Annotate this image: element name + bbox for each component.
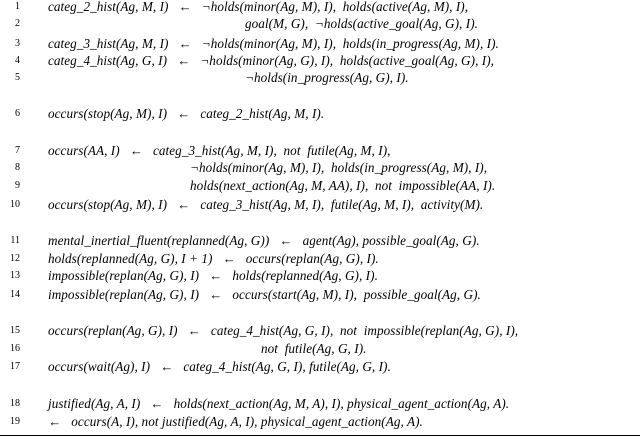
rule-text: occurs(replan(Ag, G), I) ← categ_4_hist(Ag, G, I), not impossible(replan(Ag, G), I), [48, 323, 519, 338]
line-number: 6 [15, 108, 20, 119]
line-number: 8 [15, 162, 20, 173]
line-number: 14 [10, 289, 20, 300]
rule-line-1 [0, 0, 640, 16]
line-number: 4 [15, 55, 20, 66]
line-number: 3 [15, 38, 20, 49]
rule-text: holds(replanned(Ag, G), I + 1) ← occurs(replan(Ag, G), I). [48, 251, 379, 266]
rule-line-8 [0, 159, 640, 177]
rule-text: mental_inertial_fluent(replanned(Ag, G)) ← agent(Ag), possible_goal(Ag, G). [48, 233, 480, 248]
rule-line-14 [0, 286, 640, 304]
rule-line-19 [0, 413, 640, 431]
rule-text: occurs(stop(Ag, M), I) ← categ_3_hist(Ag, M, I), futile(Ag, M, I), activity(M). [48, 197, 484, 212]
rule-line-5 [0, 69, 640, 87]
rule-text: impossible(replan(Ag, G), I) ← holds(replanned(Ag, G), I). [48, 268, 378, 283]
rule-line-6 [0, 105, 640, 123]
rule-text: impossible(replan(Ag, G), I) ← occurs(start(Ag, M), I), possible_goal(Ag, G). [48, 287, 481, 302]
rule-text: categ_2_hist(Ag, M, I) ← ¬holds(minor(Ag, M), I), holds(active(Ag, M), I), [48, 0, 469, 14]
bottom-rule [0, 435, 640, 436]
line-number: 12 [10, 253, 20, 264]
line-number: 9 [15, 180, 20, 191]
line-number: 17 [10, 361, 20, 372]
line-number: 19 [10, 416, 20, 427]
rule-line-2 [0, 15, 640, 33]
line-number: 16 [10, 343, 20, 354]
line-number: 7 [15, 145, 20, 156]
rule-line-15 [0, 322, 640, 340]
line-number: 5 [15, 72, 20, 83]
rule-text: occurs(AA, I) ← categ_3_hist(Ag, M, I), not futile(Ag, M, I), [48, 143, 391, 158]
rule-line-4 [0, 52, 640, 70]
rule-line-7 [0, 142, 640, 160]
line-number: 15 [10, 325, 20, 336]
rule-text: categ_3_hist(Ag, M, I) ← ¬holds(minor(Ag, M), I), holds(in_progress(Ag, M), I). [48, 36, 499, 51]
rule-line-11 [0, 232, 640, 250]
line-number: 2 [15, 18, 20, 29]
line-number: 1 [15, 1, 20, 12]
rule-text: ¬holds(minor(Ag, M), I), holds(in_progress(Ag, M), I), [190, 160, 488, 175]
line-number: 10 [10, 199, 20, 210]
line-number: 11 [10, 235, 20, 246]
rule-text: not futile(Ag, G, I). [261, 341, 367, 356]
line-number: 18 [10, 398, 20, 409]
rule-text: holds(next_action(Ag, M, AA), I), not impossible(AA, I). [190, 178, 496, 193]
rule-text: justified(Ag, A, I) ← holds(next_action(Ag, M, A), I), physical_agent_action(Ag, A). [48, 396, 510, 411]
rule-text: goal(M, G), ¬holds(active_goal(Ag, G), I). [245, 16, 478, 31]
rule-line-10 [0, 196, 640, 214]
rule-line-13 [0, 267, 640, 285]
line-number: 13 [10, 270, 20, 281]
rule-line-9 [0, 177, 640, 195]
rule-line-17 [0, 358, 640, 376]
rule-line-16 [0, 340, 640, 358]
rule-text: occurs(stop(Ag, M), I) ← categ_2_hist(Ag, M, I). [48, 106, 325, 121]
rule-text: occurs(wait(Ag), I) ← categ_4_hist(Ag, G, I), futile(Ag, G, I). [48, 359, 391, 374]
rule-text: ¬holds(in_progress(Ag, G), I). [245, 70, 409, 85]
rule-text: ← occurs(A, I), not justified(Ag, A, I), physical_agent_action(Ag, A). [48, 414, 423, 429]
rule-line-12 [0, 250, 640, 268]
rule-line-3 [0, 35, 640, 53]
rule-line-18 [0, 395, 640, 413]
rule-text: categ_4_hist(Ag, G, I) ← ¬holds(minor(Ag, G), I), holds(active_goal(Ag, G), I), [48, 53, 494, 68]
